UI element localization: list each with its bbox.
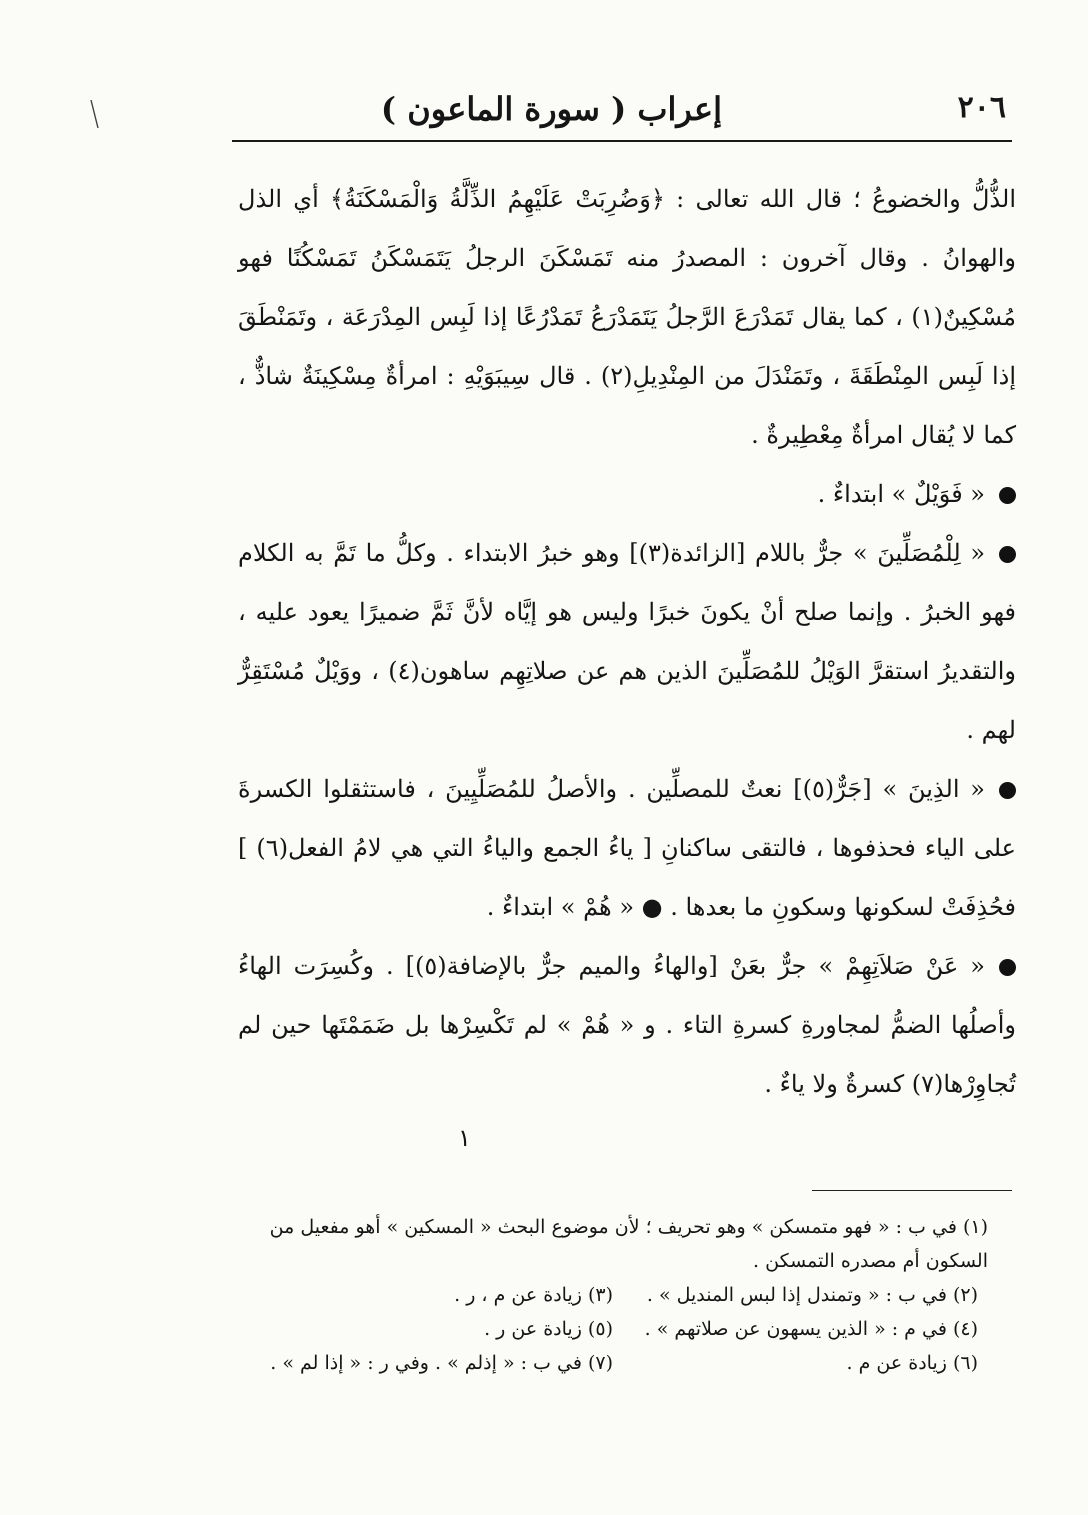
running-title: إعراب ( سورة الماعون ) — [380, 90, 722, 128]
paragraph-text: « عَنْ صَلاَتِهِمْ » جرٌّ بعَنْ [والهاءُ والميم جرٌّ بالإضافة(٥)] . وكُسِرَت الهاءُ وأصلُها الضمُّ لمجاورةِ كسرةِ التاء . و « هُمْ » لم تَكْسِرْها بل ضَمَمْتَها حين لم تُجاوِرْها(٧) كسرةٌ ولا ياءٌ . — [238, 952, 1016, 1098]
page-mark: ١ — [458, 1124, 471, 1152]
paragraph-text: « فَوَيْلٌ » ابتداءٌ . — [817, 480, 985, 508]
bullet-icon — [999, 959, 1016, 976]
bullet-icon — [999, 782, 1016, 799]
footnote-5: (٥) زيادة عن ر . — [484, 1318, 613, 1340]
footnote-2: (٢) في ب : « وتمندل إذا لبس المنديل » . — [646, 1284, 978, 1306]
bullet-icon — [999, 487, 1016, 504]
footnote-divider — [812, 1190, 1012, 1191]
paragraph-alladhina — [238, 760, 1016, 937]
footnote-row — [248, 1312, 988, 1346]
footnote-6: (٦) زيادة عن م . — [846, 1352, 978, 1374]
paragraph-lilmusallin — [238, 524, 1016, 760]
paragraph-an-salatihim — [238, 937, 1016, 1114]
page-number: ٢٠٦ — [957, 90, 1006, 125]
bullet-icon — [999, 546, 1016, 563]
paragraph-text: « لِلْمُصَلِّينَ » جرٌّ باللام [الزائدة(٣)] وهو خبرُ الابتداء . وكلُّ ما تَمَّ به الكلام فهو الخبرُ . وإنما صلح أنْ يكونَ خبرًا وليس هو إيَّاه لأنَّ ثَمَّ ضميرًا يعود عليه ، والتقديرُ استقرَّ الوَيْلُ للمُصَلِّينَ الذين هم عن صلاتِهِم ساهون(٤) ، ووَيْلٌ مُسْتَقِرٌّ لهم . — [238, 539, 1016, 744]
paragraph-fawaylun — [238, 465, 1016, 524]
footnote-7: (٧) في ب : « إذلم » . وفي ر : « إذا لم » . — [270, 1352, 613, 1374]
footnote-1: (١) في ب : « فهو متمسكن » وهو تحريف ؛ لأن موضوع البحث « المسكين » أهو مفعيل من السكون أم مصدره التمسكن . — [269, 1216, 988, 1272]
paragraph-intro: الذُّلُّ والخضوعُ ؛ قال الله تعالى : ﴿وَضُرِبَتْ عَلَيْهِمُ الذِّلَّةُ وَالْمَسْكَنَةُ﴾ أي الذل والهوانُ . وقال آخرون : المصدرُ منه تَمَسْكَنَ الرجلُ يَتَمَسْكَنُ تَمَسْكُنًا فهو مُسْكِينٌ(١) ، كما يقال تَمَدْرَعَ الرَّجلُ يَتَمَدْرَعُ تَمَدْرُعًا إذا لَبِس المِدْرَعَة ، وتَمَنْطَقَ إذا لَبِس المِنْطَقَةَ ، وتَمَنْدَلَ من المِنْدِيلِ(٢) . قال سِيبَوَيْهِ : امرأةٌ مِسْكِينَةٌ شاذٌّ ، كما لا يُقال امرأةٌ مِعْطِيرةٌ . — [238, 185, 1017, 449]
main-text — [238, 170, 1016, 1114]
footnote-3: (٣) زيادة عن م ، ر . — [454, 1284, 613, 1306]
page-header — [232, 84, 1012, 142]
paragraph-text: « الذِينَ » [جَرٌّ(٥)] نعتٌ للمصلِّين . والأصلُ للمُصَلِّيِينَ ، فاستثقلوا الكسرةَ على الياء فحذفوها ، فالتقى ساكنانِ [ ياءُ الجمع والياءُ التي هي لامُ الفعل(٦) ] فحُذِفَتْ لسكونها وسكونِ ما بعدها . ● « هُمْ » ابتداءٌ . — [238, 775, 1016, 921]
footnote-4: (٤) في م : « الذين يسهون عن صلاتهم » . — [644, 1318, 978, 1340]
footnote-row — [248, 1346, 988, 1380]
margin-tick-mark — [88, 98, 102, 134]
footnotes — [248, 1210, 988, 1380]
footnote-row — [248, 1278, 988, 1312]
